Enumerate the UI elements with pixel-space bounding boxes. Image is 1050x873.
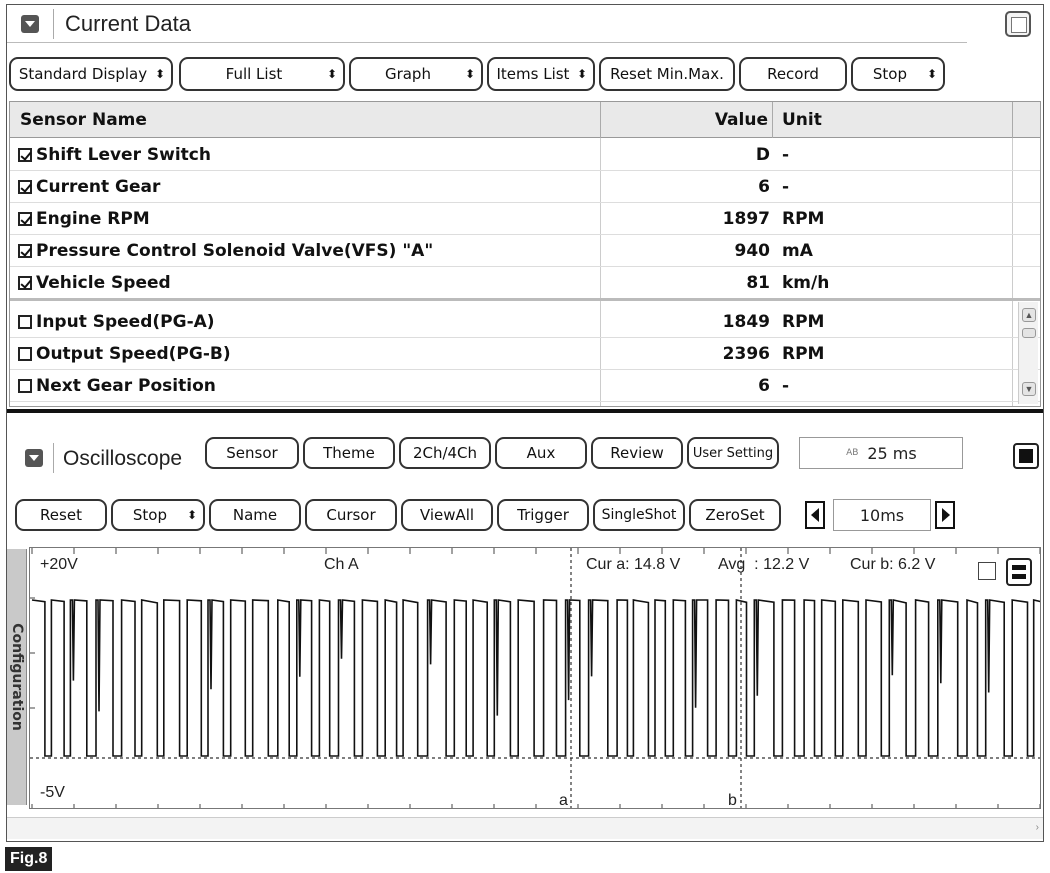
sensor-label: Sensor [226,444,278,462]
table-row[interactable] [10,203,1040,235]
figure-label: Fig.8 [5,847,52,871]
oscilloscope-title: Oscilloscope [63,447,183,470]
scan-tool-window [6,4,1044,842]
items-list-label: Items List [496,65,570,83]
single-shot-button[interactable] [593,499,685,531]
graph-label: Graph [384,65,431,83]
column-value[interactable]: Value [714,110,768,130]
standard-display-dropdown[interactable] [9,57,173,91]
scroll-up-icon[interactable]: ▲ [1022,308,1036,322]
sensor-value: 1897 [722,209,770,229]
items-list-dropdown[interactable] [487,57,595,91]
channel-a-waveform [32,600,1041,756]
top-voltage-label: +20V [40,556,78,573]
sensor-unit: - [782,145,790,165]
maximize-icon[interactable] [1005,11,1031,37]
sensor-value: 6 [758,177,770,197]
column-divider[interactable] [600,102,601,138]
column-sensor-name[interactable]: Sensor Name [20,110,147,130]
time-div-decrease-icon[interactable] [805,501,825,529]
aux-label: Aux [526,444,556,462]
reset-minmax-label: Reset Min.Max. [610,65,724,83]
zero-set-button[interactable] [689,499,781,531]
sensor-value: 1849 [722,312,770,332]
spinner-icon: ⬍ [154,67,165,81]
time-div-field[interactable] [833,499,931,531]
scope-layout-icon[interactable] [1006,558,1032,586]
sensor-unit: mA [782,241,813,261]
review-label: Review [610,444,664,462]
table-row[interactable] [10,370,1040,402]
scroll-thumb[interactable] [1022,328,1036,338]
sensor-name: Input Speed(PG-A) [36,312,215,332]
trigger-label: Trigger [517,506,569,524]
bottom-voltage-label: -5V [40,784,65,801]
row-checkbox[interactable] [18,212,32,226]
scope-checkbox[interactable] [978,562,996,580]
configuration-tab-label: Configuration [9,623,25,731]
sensor-unit: - [782,177,790,197]
sensor-name: Shift Lever Switch [36,145,211,165]
table-splitter[interactable] [10,298,1040,301]
sensor-table [9,101,1041,407]
zero-set-label: ZeroSet [705,506,765,524]
cursor-label: Cursor [326,506,376,524]
ab-cursor-icon: AB [846,447,859,458]
graph-dropdown[interactable] [349,57,483,91]
column-unit[interactable]: Unit [782,110,822,130]
header-separator [53,443,54,473]
channel-label: Ch A [324,556,359,573]
table-header [10,102,1040,138]
column-divider[interactable] [1012,102,1013,138]
cursor-a-marker: a [559,792,568,809]
sensor-name: Engine RPM [36,209,150,229]
row-checkbox[interactable] [18,244,32,258]
channels-button[interactable] [399,437,491,469]
scope-stop-label: Stop [132,506,168,524]
waveform-plot [30,548,1041,809]
oscilloscope-display[interactable] [29,547,1041,809]
stop-square-icon[interactable] [1013,443,1039,469]
spinner-icon: ⬍ [186,508,197,522]
view-all-label: ViewAll [419,506,475,524]
name-button[interactable] [209,499,301,531]
sensor-name: Pressure Control Solenoid Valve(VFS) "A" [36,241,434,261]
single-shot-label: SingleShot [601,507,677,523]
aux-button[interactable] [495,437,587,469]
configuration-tab[interactable] [7,549,27,805]
cursor-b-readout: Cur b: 6.2 V [850,556,936,573]
user-setting-label: User Setting [692,445,774,461]
sensor-value: 940 [734,241,770,261]
column-divider[interactable] [772,102,773,138]
scope-stop-dropdown[interactable] [111,499,205,531]
horizontal-scrollbar[interactable] [7,817,1043,839]
stop-label: Stop [872,65,908,83]
user-setting-button[interactable] [687,437,779,469]
name-label: Name [232,506,278,524]
sensor-unit: - [782,376,790,396]
reset-minmax-button[interactable] [599,57,735,91]
trigger-button[interactable] [497,499,589,531]
full-list-dropdown[interactable] [179,57,345,91]
theme-label: Theme [323,444,375,462]
sensor-name: Current Gear [36,177,161,197]
sensor-unit: km/h [782,273,830,293]
collapse-oscilloscope-icon[interactable] [25,449,43,467]
time-div-increase-icon[interactable] [935,501,955,529]
full-list-label: Full List [225,65,283,83]
record-label: Record [767,65,819,83]
cursor-b-marker: b [728,792,737,809]
current-data-header [7,5,967,43]
row-checkbox[interactable] [18,379,32,393]
sensor-value: D [755,145,770,165]
sensor-unit: RPM [782,344,825,364]
row-checkbox[interactable] [18,180,32,194]
sensor-button[interactable] [205,437,299,469]
record-button[interactable] [739,57,847,91]
table-row[interactable] [10,171,1040,203]
row-checkbox[interactable] [18,347,32,361]
spinner-icon: ⬍ [326,67,337,81]
review-button[interactable] [591,437,683,469]
theme-button[interactable] [303,437,395,469]
row-checkbox[interactable] [18,148,32,162]
table-row[interactable] [10,338,1040,370]
average-readout: Avg : 12.2 V [718,556,810,573]
header-separator [53,9,54,39]
sensor-unit: RPM [782,209,825,229]
sensor-name: Output Speed(PG-B) [36,344,231,364]
table-row[interactable] [10,235,1040,267]
table-row[interactable] [10,306,1040,338]
time-window-value: 25 ms [867,443,917,463]
scroll-down-icon[interactable]: ▼ [1022,382,1036,396]
sensor-unit: RPM [782,312,825,332]
stop-dropdown[interactable] [851,57,945,91]
time-window-field[interactable] [799,437,963,469]
view-all-button[interactable] [401,499,493,531]
standard-display-label: Standard Display [18,65,148,83]
table-row[interactable] [10,267,1040,299]
spinner-icon: ⬍ [926,67,937,81]
table-scrollbar[interactable] [1018,302,1038,404]
current-data-title: Current Data [65,11,191,36]
spinner-icon: ⬍ [464,67,475,81]
cursor-button[interactable] [305,499,397,531]
row-checkbox[interactable] [18,315,32,329]
time-div-value: 10ms [859,505,905,525]
cursor-a-readout: Cur a: 14.8 V [586,556,681,573]
sensor-value: 2396 [722,344,770,364]
sensor-name: Vehicle Speed [36,273,171,293]
sensor-value: 6 [758,376,770,396]
sensor-value: 81 [746,273,770,293]
row-checkbox[interactable] [18,276,32,290]
spinner-icon: ⬍ [576,67,587,81]
channels-label: 2Ch/4Ch [412,444,478,462]
reset-button[interactable] [15,499,107,531]
panel-divider [7,409,1043,413]
scroll-right-icon[interactable]: › [1035,822,1039,833]
table-row[interactable] [10,139,1040,171]
sensor-name: Next Gear Position [36,376,216,396]
reset-label: Reset [40,506,82,524]
collapse-current-data-icon[interactable] [21,15,39,33]
